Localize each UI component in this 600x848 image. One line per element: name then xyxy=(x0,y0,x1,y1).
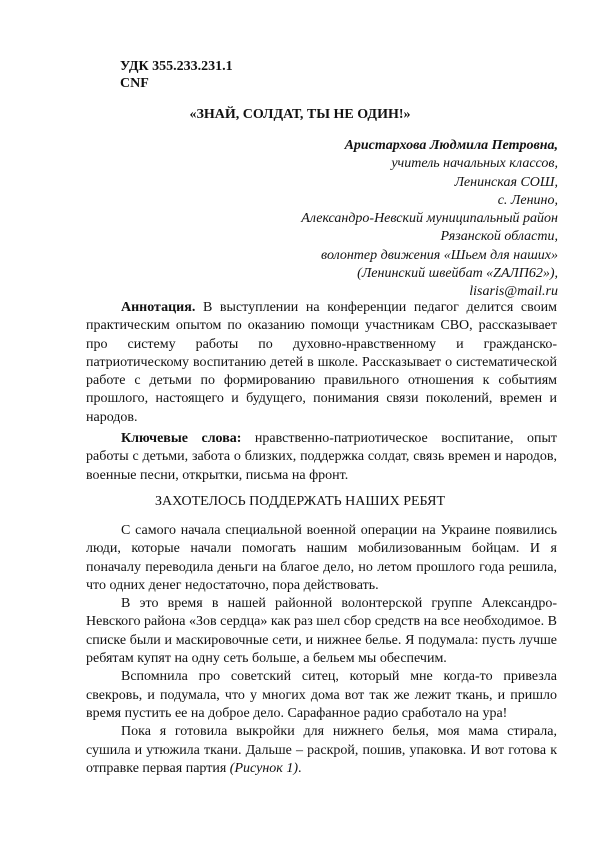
author-name: Аристархова Людмила Петровна, xyxy=(301,137,558,155)
author-line: Александро-Невский муниципальный район xyxy=(301,210,558,228)
section-body xyxy=(86,522,557,778)
meta-block xyxy=(120,58,233,92)
paragraph: Вспомнила про советский ситец, который мне когда-то привезла свекровь, и подумала, что у многих дома вот так же лежит ткань, и пришло время пустить ее на доброе дело. Сарафанное радио сработало на ура! xyxy=(86,668,557,723)
paragraph xyxy=(86,723,557,778)
figure-reference: (Рисунок 1) xyxy=(230,761,298,776)
paragraph: С самого начала специальной военной операции на Украине появились люди, которые начали помогать нашим мобилизованным бойцам. И я поначалу переводила деньги на благое дело, но летом прошлого года решила, что одних денег недостаточно, пора действовать. xyxy=(86,522,557,595)
cnf-code: CNF xyxy=(120,75,233,92)
author-line: волонтер движения «Шьем для наших» xyxy=(301,247,558,265)
section-heading: ЗАХОТЕЛОСЬ ПОДДЕРЖАТЬ НАШИХ РЕБЯТ xyxy=(0,494,600,510)
abstract-label: Аннотация. xyxy=(121,300,195,315)
author-email: lisaris@mail.ru xyxy=(301,283,558,301)
abstract xyxy=(86,299,557,427)
keywords xyxy=(86,430,557,485)
document-page xyxy=(0,0,600,848)
paper-title: «ЗНАЙ, СОЛДАТ, ТЫ НЕ ОДИН!» xyxy=(0,107,600,123)
author-line: учитель начальных классов, xyxy=(301,155,558,173)
author-line: Рязанской области, xyxy=(301,228,558,246)
author-block xyxy=(301,137,558,302)
udk-code: УДК 355.233.231.1 xyxy=(120,58,233,75)
keywords-label: Ключевые слова: xyxy=(121,431,241,446)
final-dot: . xyxy=(298,761,302,776)
paragraph-text: Пока я готовила выкройки для нижнего белья, моя мама стирала, сушила и утюжила ткани. Дальше – раскрой, пошив, упаковка. И вот готова к отправке первая партия xyxy=(86,724,557,776)
paragraph: В это время в нашей районной волонтерской группе Александро-Невского района «Зов сердца» как раз шел сбор средств на все необходимое. В списке были и маскировочные сети, и нижнее белье. Я подумала: пусть лучше ребятам купят на одну сеть больше, а бельем мы обеспечим. xyxy=(86,595,557,668)
keywords-text: нравственно-патриотическое воспитание, опыт работы с детьми, забота о близких, поддержка солдат, связь времен и народов, военные песни, открытки, письма на фронт. xyxy=(86,431,557,483)
author-line: (Ленинский швейбат «ZАЛП62»), xyxy=(301,265,558,283)
author-line: Ленинская СОШ, xyxy=(301,174,558,192)
author-line: с. Ленино, xyxy=(301,192,558,210)
abstract-text: В выступлении на конференции педагог делится своим практическим опытом по оказанию помощи участникам СВО, рассказывает про систему работы по духовно-нравственному и гражданско-патриотическому воспитанию детей в школе. Рассказывает о систематической работе с детьми по формированию правильного отношения к событиям прошлого, настоящего и будущего, понимания связи поколений, времен и народов. xyxy=(86,300,557,425)
